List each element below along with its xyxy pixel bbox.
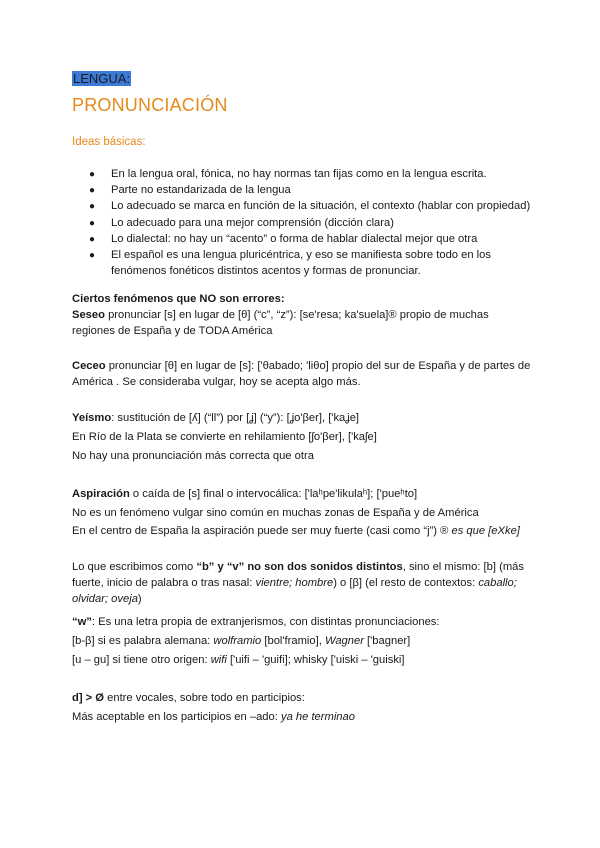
yeismo-line-3: No hay una pronunciación más correcta que otra [72, 449, 314, 462]
list-item: ● Lo adecuado para una mejor comprensión (dicción clara) [72, 216, 532, 232]
seseo-paragraph [72, 307, 532, 339]
yeismo-line-2: En Río de la Plata se convierte en rehilamiento [ʃo'βer], ['kaʃe] [72, 430, 377, 443]
byv-example-1: vientre; hombre [255, 576, 334, 589]
list-item: ● En la lengua oral, fónica, no hay normas tan fijas como en la lengua escrita. [72, 167, 532, 183]
aspiracion-line-2: No es un fenómeno vulgar sino común en muchas zonas de España y de América [72, 506, 479, 519]
subtitle: Ideas básicas: [72, 136, 146, 148]
seseo-term: Seseo [72, 308, 105, 321]
d-line-2: Más aceptable en los participios en –ado: ya he terminao [72, 710, 355, 723]
ideas-list [72, 167, 532, 279]
aspiracion-text: o caída de [s] final o intervocálica: ['laʰpe'likulaʰ]; ['pueʰto] [129, 487, 418, 500]
aspiracion-term: Aspiración [72, 487, 130, 500]
ceceo-paragraph [72, 358, 532, 390]
section-label: LENGUA: [73, 71, 131, 86]
yeismo-text: : sustitución de [ʎ] (“ll”) por [ʝ] (“y”): [ʝo'βer], ['kaʝe] [111, 411, 360, 424]
byv-bold: “b” y “v” no son dos sonidos distintos [196, 560, 403, 573]
bullet-icon: ● [89, 233, 96, 245]
w-line-2: [b-β] si es palabra alemana: wolframio [bol'framio], Wagner ['bagner] [72, 634, 411, 647]
aspiracion-line-3: En el centro de España la aspiración puede ser muy fuerte (casi como “j”) ® es que [eXke] [72, 524, 520, 537]
aspiracion-paragraph [72, 485, 532, 504]
w-paragraph: “w”: Es una letra propia de extranjerismos, con distintas pronunciaciones: [72, 615, 440, 628]
seseo-text: pronunciar [s] en lugar de [θ] (“c”, “z”): [se'resa; ka'suela]® propio de muchas regiones de España y de TODA América [72, 308, 489, 337]
bullet-icon: ● [89, 185, 96, 197]
byv-paragraph: Lo que escribimos como “b” y “v” no son dos sonidos distintos, sino el mismo: [b] (más fuerte, inicio de palabra o tras nasal: vientre; hombre) o [β] (el resto de contextos: caballo; olvidar; oveja) [72, 560, 524, 605]
d-term: d] > Ø [72, 691, 105, 704]
d-example: ya he terminao [280, 710, 355, 723]
yeismo-term: Yeísmo [72, 411, 112, 424]
list-item: ● Lo adecuado se marca en función de la situación, el contexto (hablar con propiedad) [72, 199, 532, 215]
ceceo-text: pronunciar [θ] en lugar de [s]: ['θabado; 'liθo] propio del sur de España y de partes de América . Se consideraba vulgar, hoy se acepta algo más. [72, 359, 531, 388]
fenomenos-heading: Ciertos fenómenos que NO son errores: [72, 292, 285, 305]
yeismo-paragraph [72, 409, 532, 428]
ceceo-term: Ceceo [72, 359, 106, 372]
w-term: “w” [72, 615, 92, 628]
bullet-icon: ● [89, 217, 96, 229]
document-page [72, 70, 532, 727]
list-item: ● Parte no estandarizada de la lengua [72, 183, 532, 199]
list-item: ● El español es una lengua pluricéntrica, y eso se manifiesta sobre todo en los fenómenos fonéticos distintos acentos y formas de pronunciar. [89, 248, 491, 277]
w-line-3: [u – gu] si tiene otro origen: wifi ['uifi – 'guifi]; whisky ['uiski – 'guiski] [72, 653, 405, 666]
bullet-icon: ● [89, 249, 96, 261]
bullet-icon: ● [89, 201, 96, 213]
bullet-icon: ● [89, 169, 96, 180]
d-paragraph: d] > Ø entre vocales, sobre todo en participios: [72, 691, 305, 704]
page-title: PRONUNCIACIÓN [72, 95, 228, 115]
aspiracion-example: es que [eXke] [451, 524, 520, 537]
byv-example-2: caballo; olvidar; oveja [72, 576, 517, 605]
list-item: ● Lo dialectal: no hay un “acento” o forma de hablar dialectal mejor que otra [72, 232, 532, 248]
